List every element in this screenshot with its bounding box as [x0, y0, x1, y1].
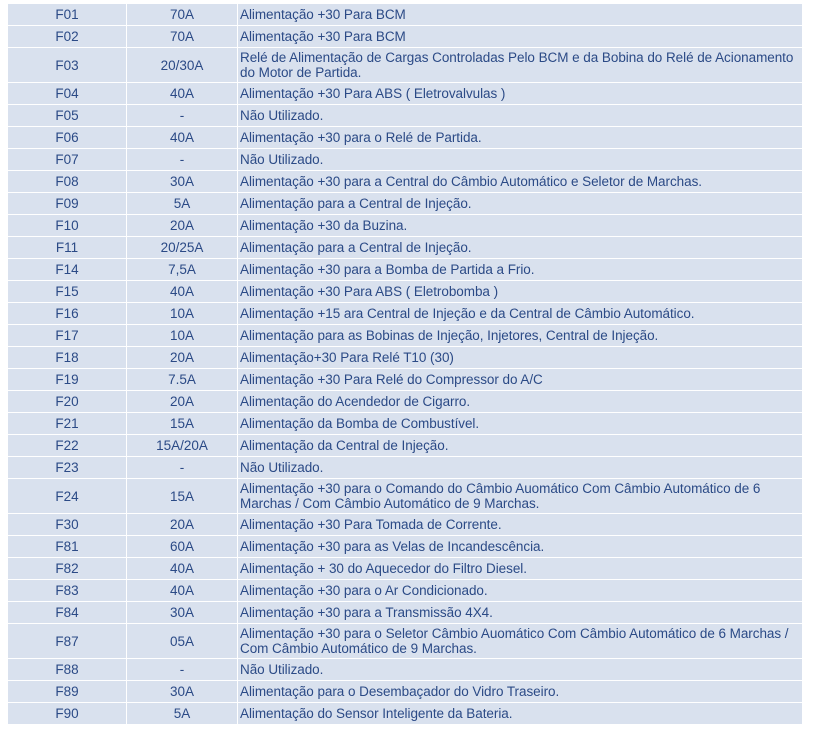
- table-row: [8, 259, 802, 280]
- fuse-description: Alimentação +30 Para Relé do Compressor do A/C: [238, 369, 802, 390]
- fuse-code: F05: [8, 105, 126, 126]
- fuse-description: Não Utilizado.: [238, 659, 802, 680]
- fuse-code: F90: [8, 703, 126, 724]
- fuse-amperage: 5A: [127, 193, 237, 214]
- fuse-code: F20: [8, 391, 126, 412]
- fuse-description: Não Utilizado.: [238, 105, 802, 126]
- fuse-description: Alimentação para a Central de Injeção.: [238, 237, 802, 258]
- fuse-description: Alimentação +30 Para ABS ( Eletrovalvulas ): [238, 83, 802, 104]
- fuse-description: Alimentação +30 para a Transmissão 4X4.: [238, 602, 802, 623]
- table-row: [8, 391, 802, 412]
- fuse-description: Alimentação do Acendedor de Cigarro.: [238, 391, 802, 412]
- fuse-amperage: 40A: [127, 83, 237, 104]
- fuse-amperage: 10A: [127, 325, 237, 346]
- fuse-amperage: 30A: [127, 171, 237, 192]
- fuse-code: F88: [8, 659, 126, 680]
- fuse-code: F84: [8, 602, 126, 623]
- table-row: [8, 193, 802, 214]
- fuse-description: Alimentação +30 para o Relé de Partida.: [238, 127, 802, 148]
- fuse-description: Alimentação +15 ara Central de Injeção e da Central de Câmbio Automático.: [238, 303, 802, 324]
- fuse-amperage: 30A: [127, 681, 237, 702]
- fuse-code: F24: [8, 479, 126, 513]
- table-row: [8, 105, 802, 126]
- fuse-code: F15: [8, 281, 126, 302]
- fuse-amperage: 7.5A: [127, 369, 237, 390]
- fuse-code: F23: [8, 457, 126, 478]
- table-row: [8, 171, 802, 192]
- table-row: [8, 457, 802, 478]
- fuse-description: Alimentação +30 para as Velas de Incandescência.: [238, 536, 802, 557]
- fuse-description: Alimentação +30 para o Ar Condicionado.: [238, 580, 802, 601]
- fuse-code: F30: [8, 514, 126, 535]
- table-row: [8, 624, 802, 658]
- fuse-amperage: -: [127, 457, 237, 478]
- fuse-description: Alimentação +30 para a Central do Câmbio Automático e Seletor de Marchas.: [238, 171, 802, 192]
- table-row: [8, 48, 802, 82]
- fuse-code: F01: [8, 4, 126, 25]
- fuse-code: F14: [8, 259, 126, 280]
- fuse-code: F82: [8, 558, 126, 579]
- table-row: [8, 681, 802, 702]
- fuse-amperage: 40A: [127, 127, 237, 148]
- fuse-description: Alimentação +30 para o Comando do Câmbio Auomático Com Câmbio Automático de 6 Marchas / Com Câmbio Automático de 9 Marchas.: [238, 479, 802, 513]
- fuse-description: Alimentação para a Central de Injeção.: [238, 193, 802, 214]
- fuse-description: Alimentação +30 da Buzina.: [238, 215, 802, 236]
- fuse-code: F17: [8, 325, 126, 346]
- fuse-code: F08: [8, 171, 126, 192]
- fuse-description: Alimentação + 30 do Aquecedor do Filtro Diesel.: [238, 558, 802, 579]
- fuse-amperage: -: [127, 149, 237, 170]
- fuse-description: Alimentação do Sensor Inteligente da Bateria.: [238, 703, 802, 724]
- table-row: [8, 347, 802, 368]
- fuse-code: F16: [8, 303, 126, 324]
- fuse-code: F04: [8, 83, 126, 104]
- fuse-amperage: 10A: [127, 303, 237, 324]
- fuse-amperage: 30A: [127, 602, 237, 623]
- table-row: [8, 215, 802, 236]
- fuse-description: Alimentação +30 Para BCM: [238, 26, 802, 47]
- table-row: [8, 26, 802, 47]
- table-row: [8, 281, 802, 302]
- fuse-description: Relé de Alimentação de Cargas Controladas Pelo BCM e da Bobina do Relé de Acionamento do Motor de Partida.: [238, 48, 802, 82]
- fuse-table-body: [8, 4, 802, 724]
- fuse-amperage: 70A: [127, 4, 237, 25]
- fuse-description: Alimentação +30 para a Bomba de Partida a Frio.: [238, 259, 802, 280]
- fuse-description: Alimentação +30 Para BCM: [238, 4, 802, 25]
- fuse-description: Não Utilizado.: [238, 149, 802, 170]
- fuse-amperage: 15A: [127, 413, 237, 434]
- fuse-amperage: 40A: [127, 558, 237, 579]
- fuse-amperage: 20/30A: [127, 48, 237, 82]
- fuse-amperage: 20A: [127, 347, 237, 368]
- fuse-code: F18: [8, 347, 126, 368]
- table-row: [8, 536, 802, 557]
- fuse-amperage: 05A: [127, 624, 237, 658]
- table-row: [8, 127, 802, 148]
- fuse-description: Não Utilizado.: [238, 457, 802, 478]
- table-row: [8, 479, 802, 513]
- fuse-description: Alimentação +30 Para ABS ( Eletrobomba ): [238, 281, 802, 302]
- fuse-amperage: -: [127, 105, 237, 126]
- fuse-amperage: 70A: [127, 26, 237, 47]
- fuse-amperage: 40A: [127, 580, 237, 601]
- table-row: [8, 369, 802, 390]
- fuse-description: Alimentação+30 Para Relé T10 (30): [238, 347, 802, 368]
- fuse-amperage: 15A/20A: [127, 435, 237, 456]
- fuse-description: Alimentação +30 para o Seletor Câmbio Auomático Com Câmbio Automático de 6 Marchas / Com Câmbio Automático de 9 Marchas.: [238, 624, 802, 658]
- table-row: [8, 514, 802, 535]
- fuse-amperage: 7,5A: [127, 259, 237, 280]
- fuse-amperage: 60A: [127, 536, 237, 557]
- table-row: [8, 325, 802, 346]
- table-row: [8, 413, 802, 434]
- fuse-amperage: 5A: [127, 703, 237, 724]
- fuse-description: Alimentação da Central de Injeção.: [238, 435, 802, 456]
- fuse-description: Alimentação para as Bobinas de Injeção, Injetores, Central de Injeção.: [238, 325, 802, 346]
- table-row: [8, 237, 802, 258]
- table-row: [8, 4, 802, 25]
- table-row: [8, 659, 802, 680]
- fuse-amperage: -: [127, 659, 237, 680]
- table-row: [8, 83, 802, 104]
- fuse-amperage: 20/25A: [127, 237, 237, 258]
- fuse-code: F19: [8, 369, 126, 390]
- fuse-amperage: 20A: [127, 215, 237, 236]
- fuse-amperage: 15A: [127, 479, 237, 513]
- table-row: [8, 558, 802, 579]
- fuse-code: F81: [8, 536, 126, 557]
- fuse-amperage: 20A: [127, 391, 237, 412]
- table-row: [8, 149, 802, 170]
- fuse-code: F09: [8, 193, 126, 214]
- fuse-description: Alimentação para o Desembaçador do Vidro Traseiro.: [238, 681, 802, 702]
- fuse-code: F11: [8, 237, 126, 258]
- fuse-table: [7, 3, 803, 725]
- fuse-code: F06: [8, 127, 126, 148]
- fuse-description: Alimentação da Bomba de Combustível.: [238, 413, 802, 434]
- fuse-code: F89: [8, 681, 126, 702]
- fuse-code: F10: [8, 215, 126, 236]
- table-row: [8, 580, 802, 601]
- fuse-amperage: 20A: [127, 514, 237, 535]
- fuse-code: F02: [8, 26, 126, 47]
- fuse-description: Alimentação +30 Para Tomada de Corrente.: [238, 514, 802, 535]
- fuse-code: F07: [8, 149, 126, 170]
- table-row: [8, 703, 802, 724]
- fuse-code: F22: [8, 435, 126, 456]
- fuse-code: F03: [8, 48, 126, 82]
- fuse-code: F87: [8, 624, 126, 658]
- fuse-amperage: 40A: [127, 281, 237, 302]
- table-row: [8, 602, 802, 623]
- table-row: [8, 435, 802, 456]
- table-row: [8, 303, 802, 324]
- fuse-code: F83: [8, 580, 126, 601]
- fuse-code: F21: [8, 413, 126, 434]
